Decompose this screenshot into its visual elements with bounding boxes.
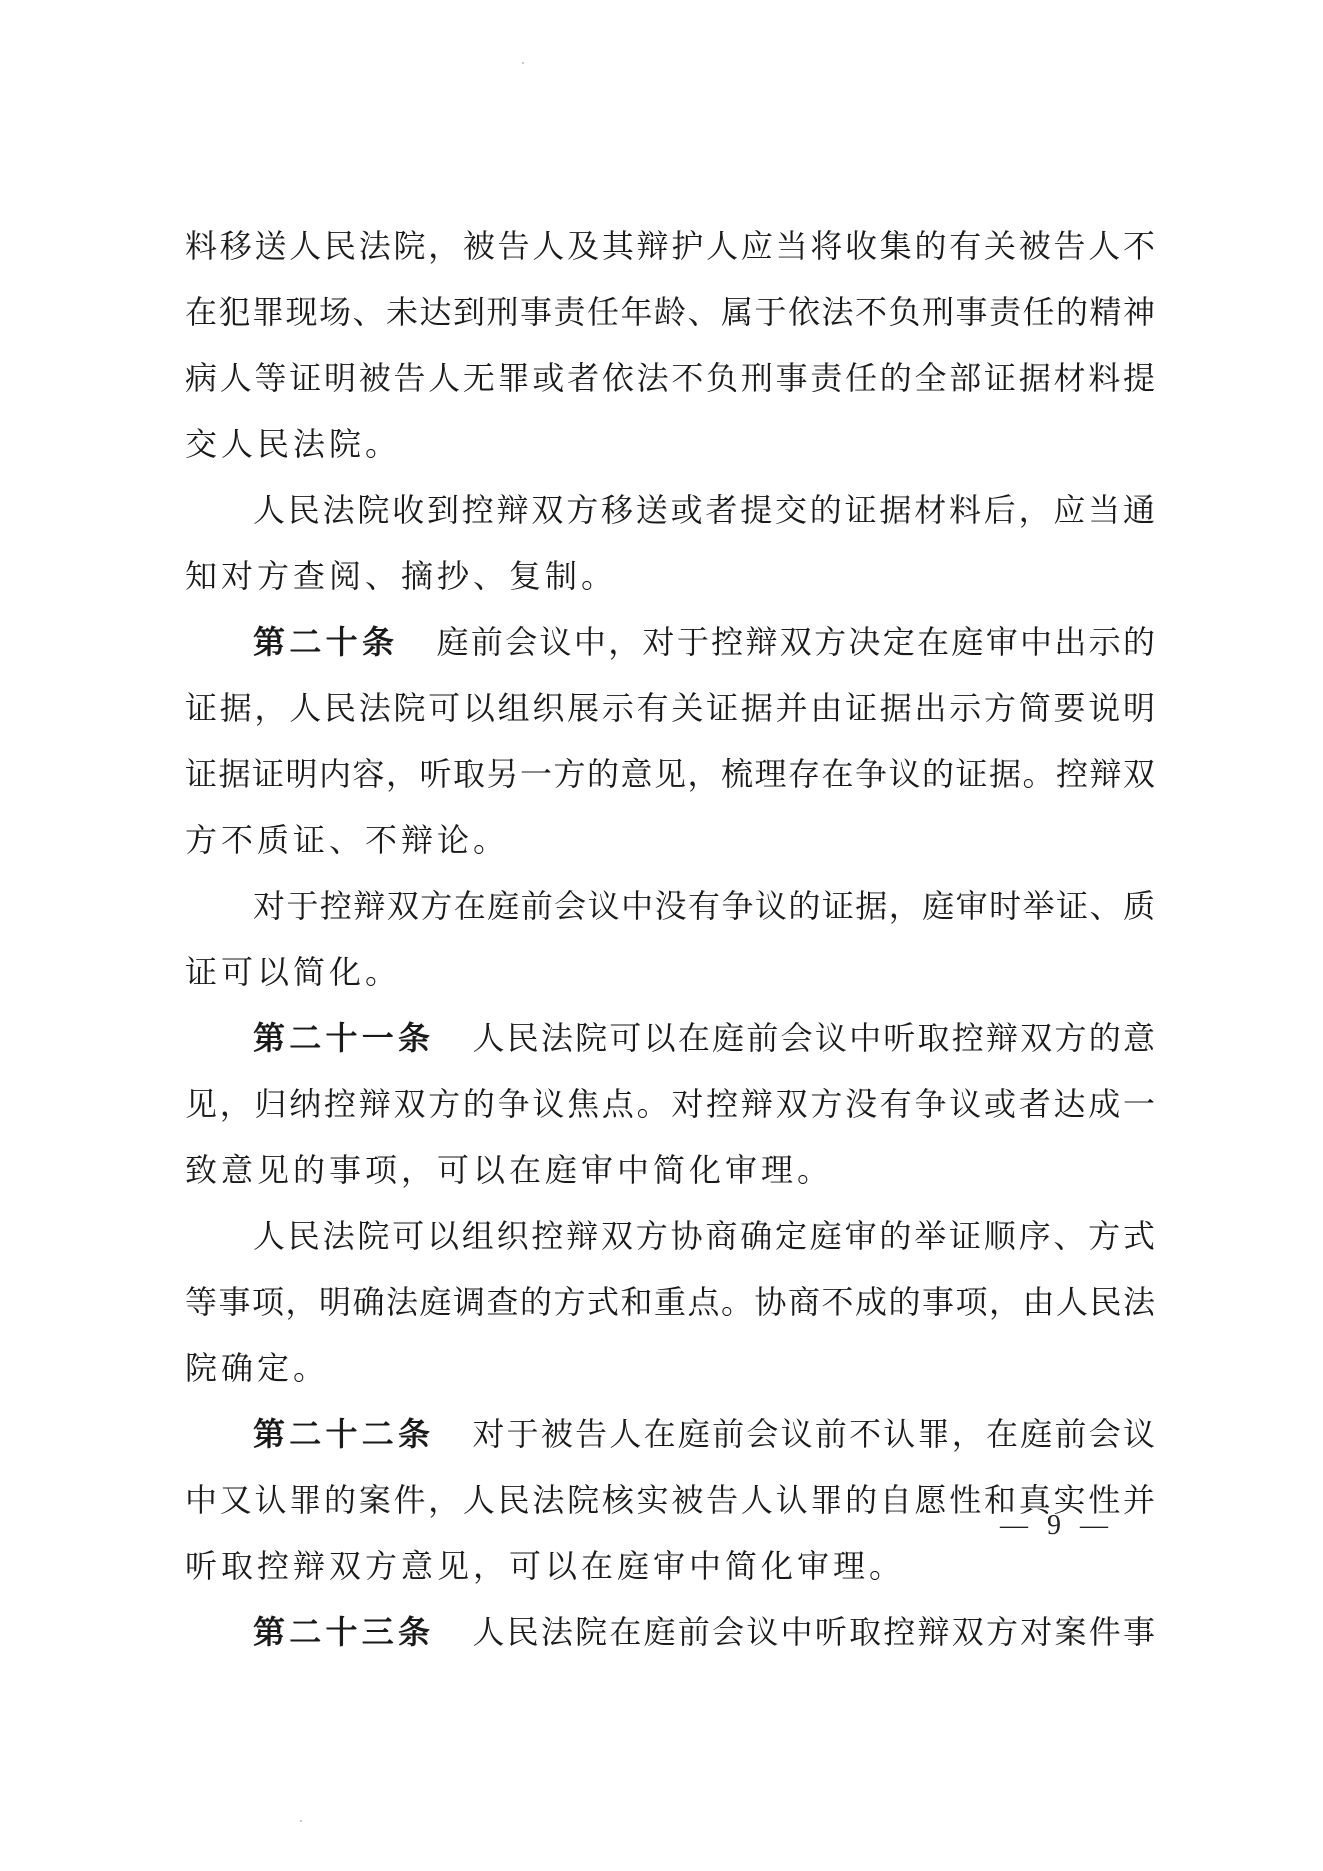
article-heading: 第二十二条	[253, 1415, 435, 1453]
line-text: 人民法院可以在庭前会议中听取控辩双方的意	[470, 1019, 1155, 1057]
article-heading: 第二十三条	[253, 1613, 435, 1651]
scan-speck	[300, 1820, 302, 1822]
scan-speck	[522, 62, 524, 64]
line-text: 交人民法院。	[185, 425, 402, 463]
text-line	[185, 873, 1155, 939]
text-line	[185, 1533, 1155, 1599]
line-text: 在犯罪现场、未达到刑事责任年龄、属于依法不负刑事责任的精神	[185, 293, 1155, 331]
text-line	[185, 1203, 1155, 1269]
article-line	[185, 1005, 1155, 1071]
text-line	[185, 477, 1155, 543]
line-text: 人民法院收到控辩双方移送或者提交的证据材料后，应当通	[253, 491, 1155, 529]
line-text: 证据证明内容，听取另一方的意见，梳理存在争议的证据。控辩双	[185, 755, 1155, 793]
document-body	[185, 213, 1155, 1665]
line-text: 对于被告人在庭前会议前不认罪，在庭前会议	[470, 1415, 1155, 1453]
article-line	[185, 1401, 1155, 1467]
line-text: 人民法院可以组织控辩双方协商确定庭审的举证顺序、方式	[253, 1217, 1155, 1255]
line-text: 等事项，明确法庭调查的方式和重点。协商不成的事项，由人民法	[185, 1283, 1155, 1321]
text-line	[185, 807, 1155, 873]
text-line	[185, 1137, 1155, 1203]
text-line	[185, 741, 1155, 807]
text-line	[185, 345, 1155, 411]
line-text: 对于控辩双方在庭前会议中没有争议的证据，庭审时举证、质	[253, 887, 1155, 925]
line-text: 听取控辩双方意见，可以在庭审中简化审理。	[185, 1547, 906, 1585]
text-line	[185, 675, 1155, 741]
text-line	[185, 411, 1155, 477]
line-text: 证可以简化。	[185, 953, 402, 991]
line-text: 见，归纳控辩双方的争议焦点。对控辩双方没有争议或者达成一	[185, 1085, 1155, 1123]
text-line	[185, 939, 1155, 1005]
text-line	[185, 1071, 1155, 1137]
line-text: 证据，人民法院可以组织展示有关证据并由证据出示方简要说明	[185, 689, 1155, 727]
line-text: 病人等证明被告人无罪或者依法不负刑事责任的全部证据材料提	[185, 359, 1155, 397]
line-text: 致意见的事项，可以在庭审中简化审理。	[185, 1151, 834, 1189]
line-text: 院确定。	[185, 1349, 330, 1387]
text-line	[185, 1269, 1155, 1335]
page-number: — 9 —	[1000, 1510, 1114, 1541]
text-line	[185, 1335, 1155, 1401]
text-line	[185, 279, 1155, 345]
line-text: 庭前会议中，对于控辩双方决定在庭审中出示的	[434, 623, 1155, 661]
article-heading: 第二十条	[253, 623, 399, 661]
line-text: 中又认罪的案件，人民法院核实被告人认罪的自愿性和真实性并	[185, 1481, 1155, 1519]
article-line	[185, 1599, 1155, 1665]
text-line	[185, 213, 1155, 279]
line-text: 人民法院在庭前会议中听取控辩双方对案件事	[470, 1613, 1155, 1651]
text-line	[185, 543, 1155, 609]
line-text: 知对方查阅、摘抄、复制。	[185, 557, 618, 595]
line-text: 方不质证、不辩论。	[185, 821, 510, 859]
article-heading: 第二十一条	[253, 1019, 435, 1057]
line-text: 料移送人民法院，被告人及其辩护人应当将收集的有关被告人不	[185, 227, 1155, 265]
article-line	[185, 609, 1155, 675]
